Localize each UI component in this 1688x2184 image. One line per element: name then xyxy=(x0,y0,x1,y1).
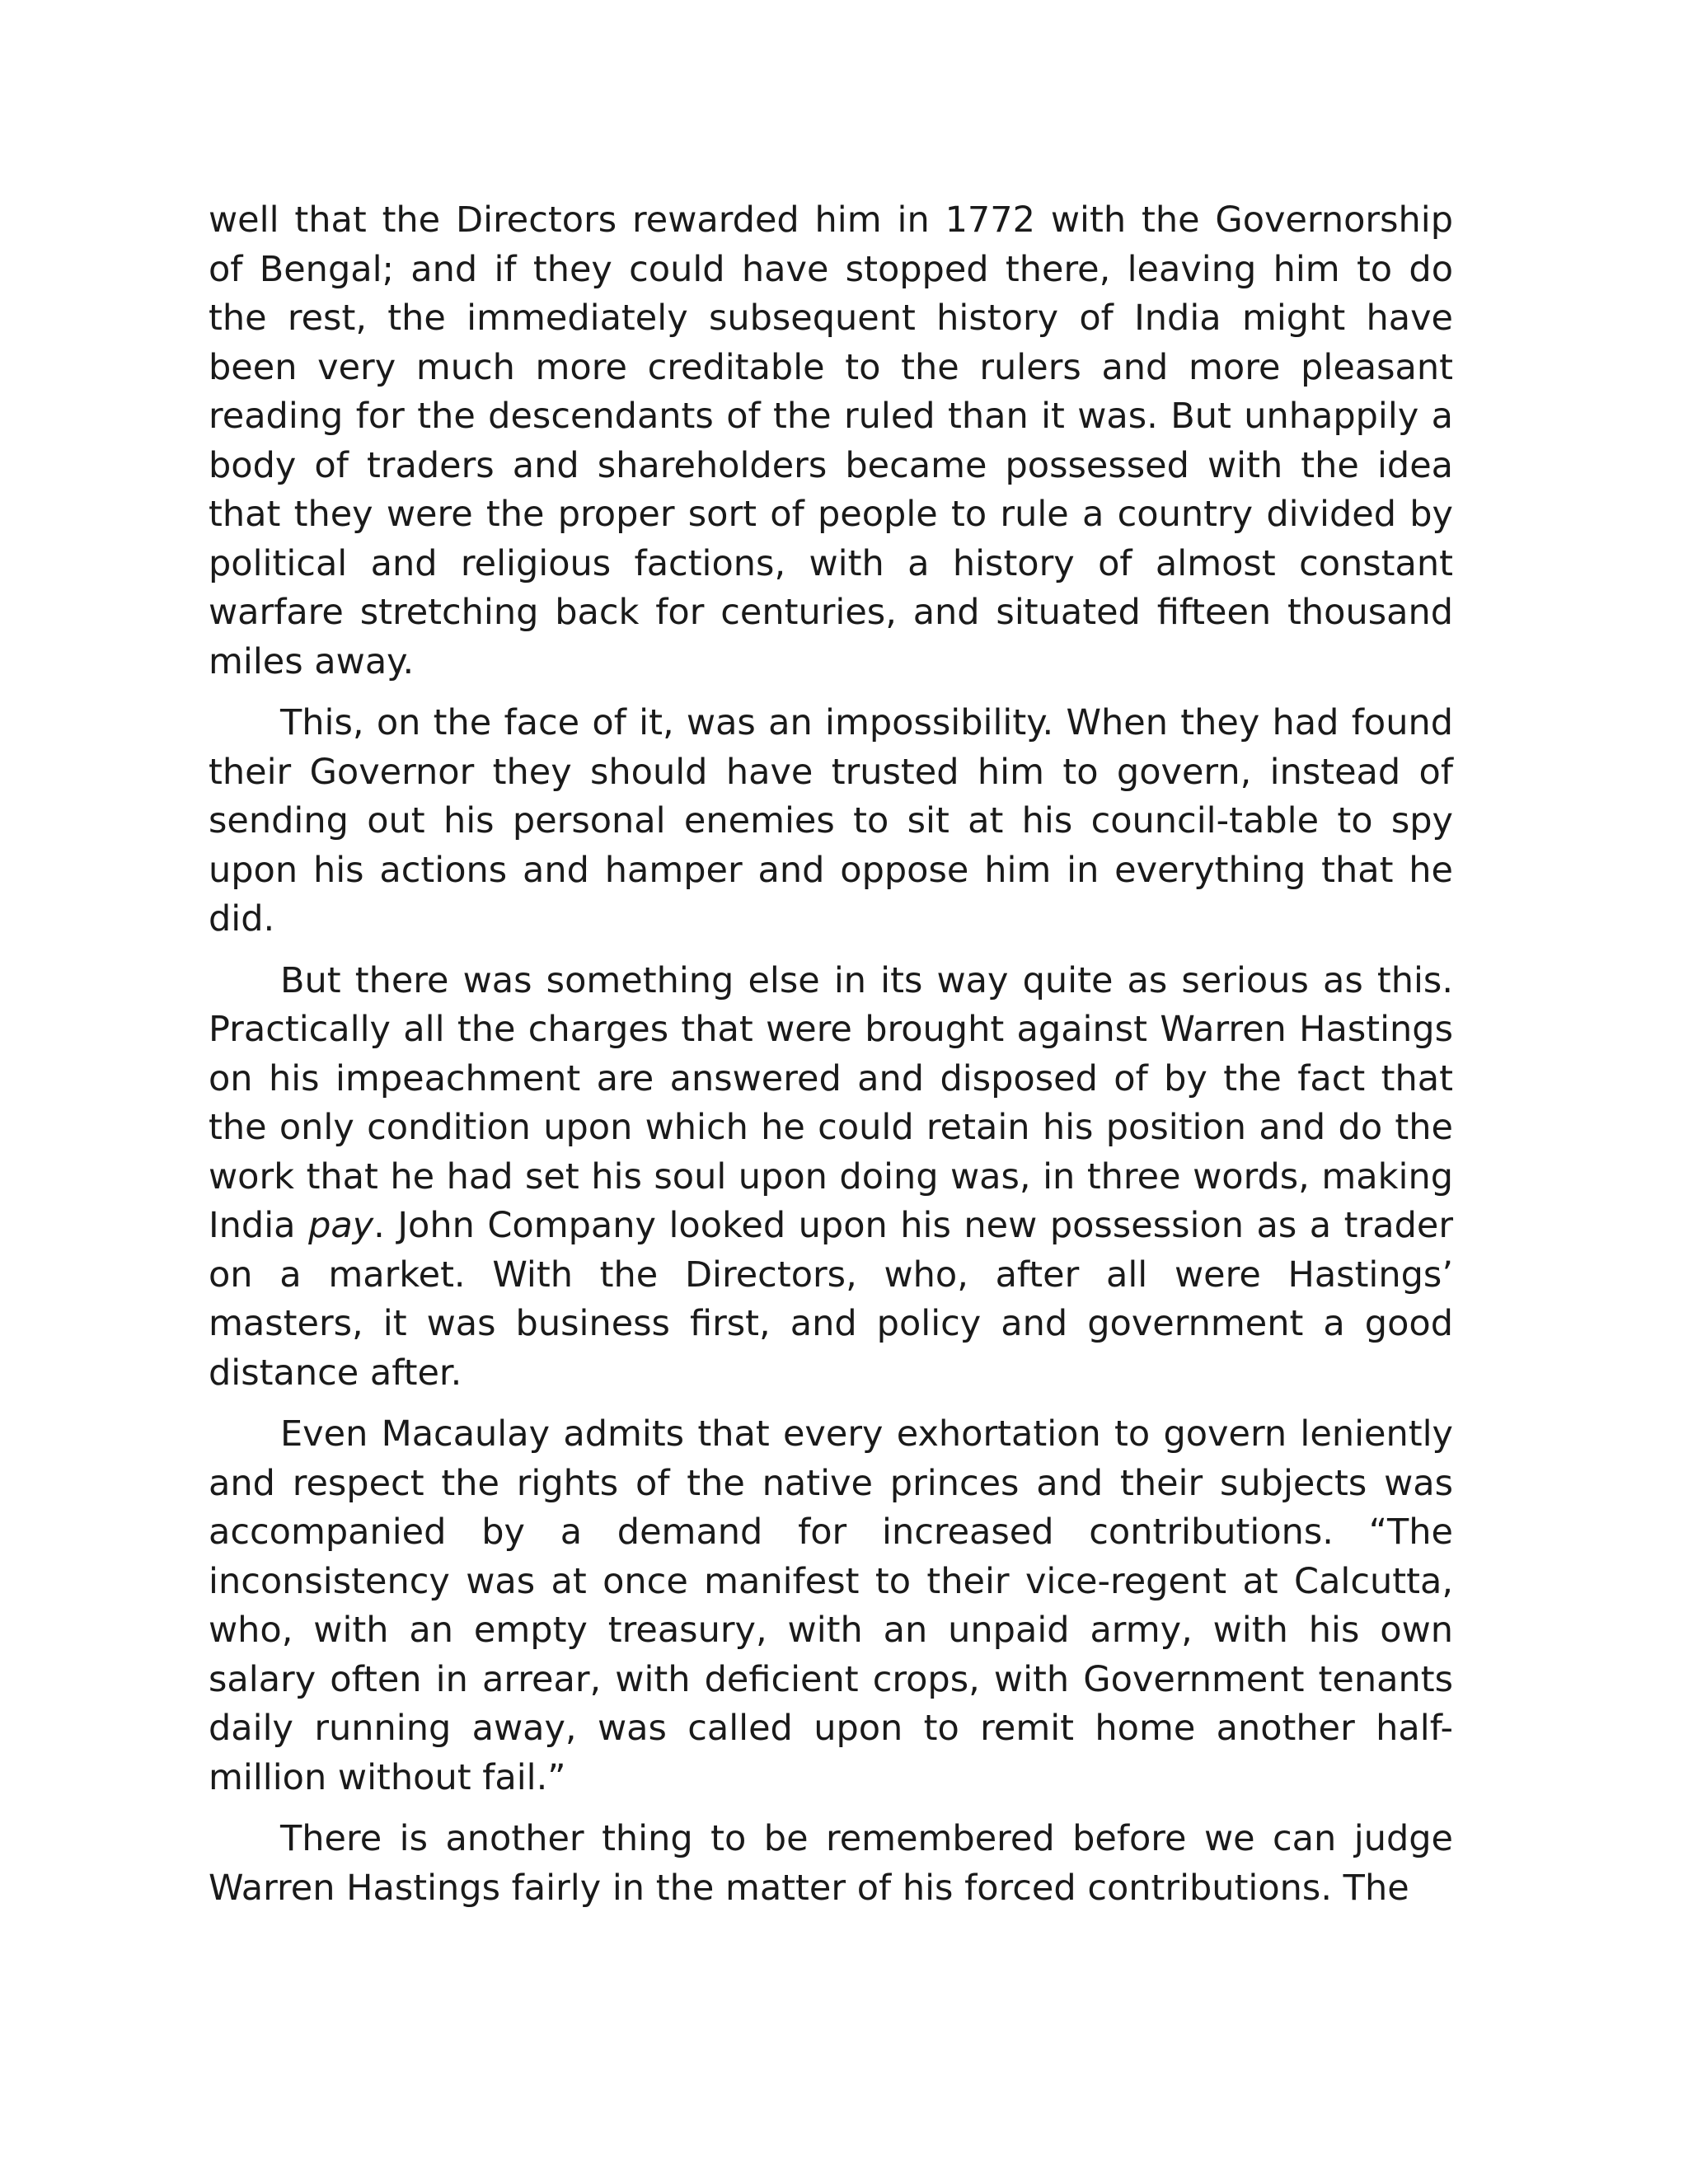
paragraph-4 xyxy=(209,1410,1453,1802)
paragraph-text: well that the Directors rewarded him in 1772 with the Governorship of Bengal; and if they could have stopped there, leaving him to do the rest, the immediately subsequent history of India might have been very much more creditable to the rulers and more pleasant reading for the descendants of the ruled than it was. But unhappily a body of traders and shareholders became possessed with the idea that they were the proper sort of people to rule a country divided by political and religious factions, with a history of almost constant warfare stretching back for centuries, and situated fifteen thousand miles away. xyxy=(209,199,1453,682)
paragraph-5 xyxy=(209,1815,1453,1913)
paragraph-1 xyxy=(209,196,1453,687)
paragraph-text: There is another thing to be remembered before we can judge Warren Hastings fairly in the matter of his forced contributions. The xyxy=(209,1818,1453,1909)
paragraph-2 xyxy=(209,699,1453,944)
paragraph-text: But there was something else in its way quite as serious as this. Practically all the charges that were brought against Warren Hastings on his impeachment are answered and disposed of by the fact that the only condition upon which he could retain his position and do the work that he had set his soul upon doing was, in three words, making India xyxy=(209,959,1453,1246)
body-text xyxy=(209,196,1453,1925)
emphasis-text: pay xyxy=(308,1205,374,1246)
paragraph-text: . John Company looked upon his new possession as a trader on a market. With the Directors, who, after all were Hastings’ masters, it was business first, and policy and government a good distance after. xyxy=(209,1205,1454,1394)
paragraph-3 xyxy=(209,957,1453,1399)
paragraph-text: Even Macaulay admits that every exhortation to govern leniently and respect the rights of the native princes and their subjects was accompanied by a demand for increased contributions. “The inconsistency was at once manifest to their vice-regent at Calcutta, who, with an empty treasury, with an unpaid army, with his own salary often in arrear, with deficient crops, with Government tenants daily running away, was called upon to remit home another half-million without fail.” xyxy=(209,1413,1453,1798)
paragraph-text: This, on the face of it, was an impossibility. When they had found their Governor they should have trusted him to govern, instead of sending out his personal enemies to sit at his council-table to spy upon his actions and hamper and oppose him in everything that he did. xyxy=(209,702,1453,940)
